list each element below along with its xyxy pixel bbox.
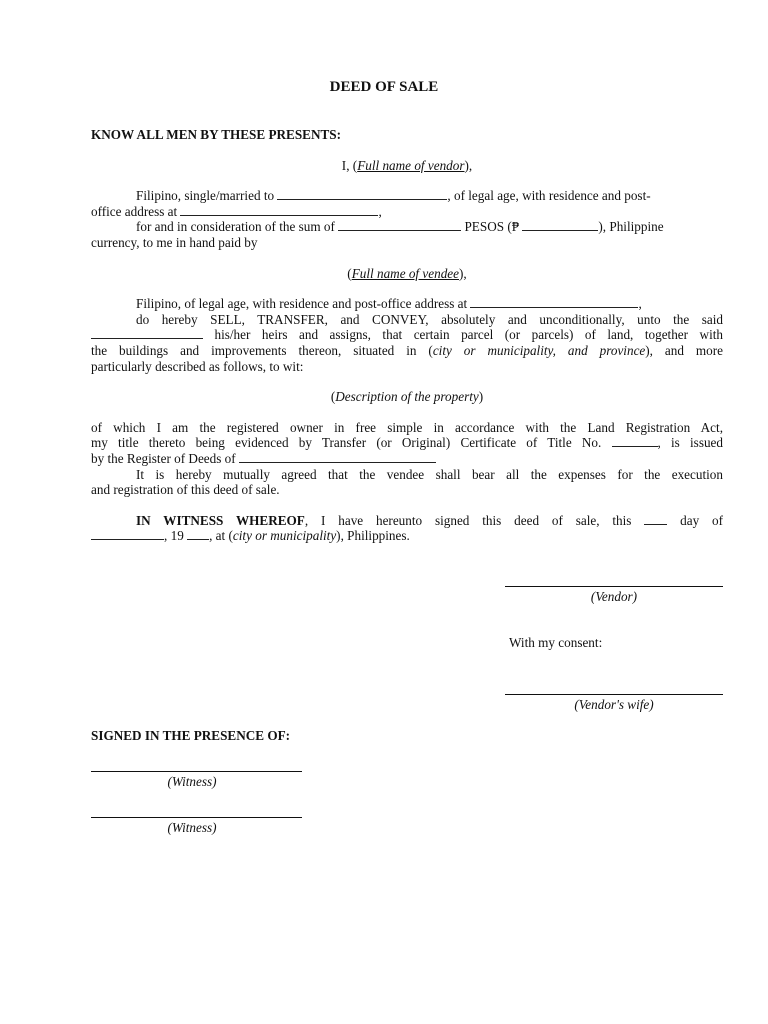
spouse-name-blank [277,188,447,200]
witness1-signature-label: (Witness) [167,774,217,789]
vendee-name-line: (Full name of vendee), [347,265,467,281]
sum-figures-blank [522,219,598,231]
month-blank [91,528,164,540]
vendee-name-blank [91,327,203,339]
signing-location-field: city or municipality [232,528,337,544]
sum-words-blank [338,219,461,231]
vendor-name-line: I, (Full name of vendor), [341,157,473,173]
register-location-blank [239,451,436,463]
vendee-name-field: Full name of vendee [351,265,459,281]
paragraph-witness-whereof: IN WITNESS WHEREOF, I have hereunto signed this deed of sale, this day of , 19 , at (city or municipality), Philippines. [91,513,723,544]
paragraph-vendor-details: Filipino, single/married to , of legal age, with residence and post- office address at , for and in consideration of the sum of PESOS (₱ ), Philippine currency, to me in hand paid by [91,188,664,250]
consent-label: With my consent: [509,635,603,650]
vendee-address-blank [470,296,638,308]
year-blank [187,528,209,540]
vendor-signature-label: (Vendor) [590,589,638,604]
paragraph-title-ownership: of which I am the registered owner in free simple in accordance with the Land Registration Act, my title thereto being evidenced by Transfer (or Original) Certificate of Title No. , is issued by the Register of Deeds of It is hereby mutually agreed that the vendee shall bear all the expenses for the execution and registration of this deed of sale. [91,419,723,498]
day-blank [644,513,667,525]
property-description-field: Description of the property [335,389,479,405]
paragraph-conveyance: Filipino, of legal age, with residence and post-office address at , do hereby SELL, TRANSFER, and CONVEY, absolutely and unconditionally, unto the said his/her heirs and assigns, that certain parcel (or parcels) of land, together with the buildings and improvements thereon, situated in (city or municipality, and province), and more particularly described as follows, to wit: [91,296,723,374]
intro-heading: KNOW ALL MEN BY THESE PRESENTS: [91,127,342,142]
signed-presence-heading: SIGNED IN THE PRESENCE OF: [91,728,291,743]
title-number-blank [612,435,658,447]
vendor-wife-signature-line [505,694,723,695]
vendor-name-field: Full name of vendor [357,157,465,173]
document-body [91,127,723,544]
location-field: city or municipality, and province [432,342,646,358]
witness2-signature-line [91,817,302,818]
document-title: DEED OF SALE [329,79,439,95]
peso-sign: ₱ [511,219,520,235]
witness1-signature-line [91,771,302,772]
property-description-line: (Description of the property) [330,389,484,405]
vendor-address-blank [180,204,378,216]
witness2-signature-label: (Witness) [167,820,217,835]
vendor-signature-line [505,586,723,587]
vendor-wife-signature-label: (Vendor's wife) [574,697,654,712]
